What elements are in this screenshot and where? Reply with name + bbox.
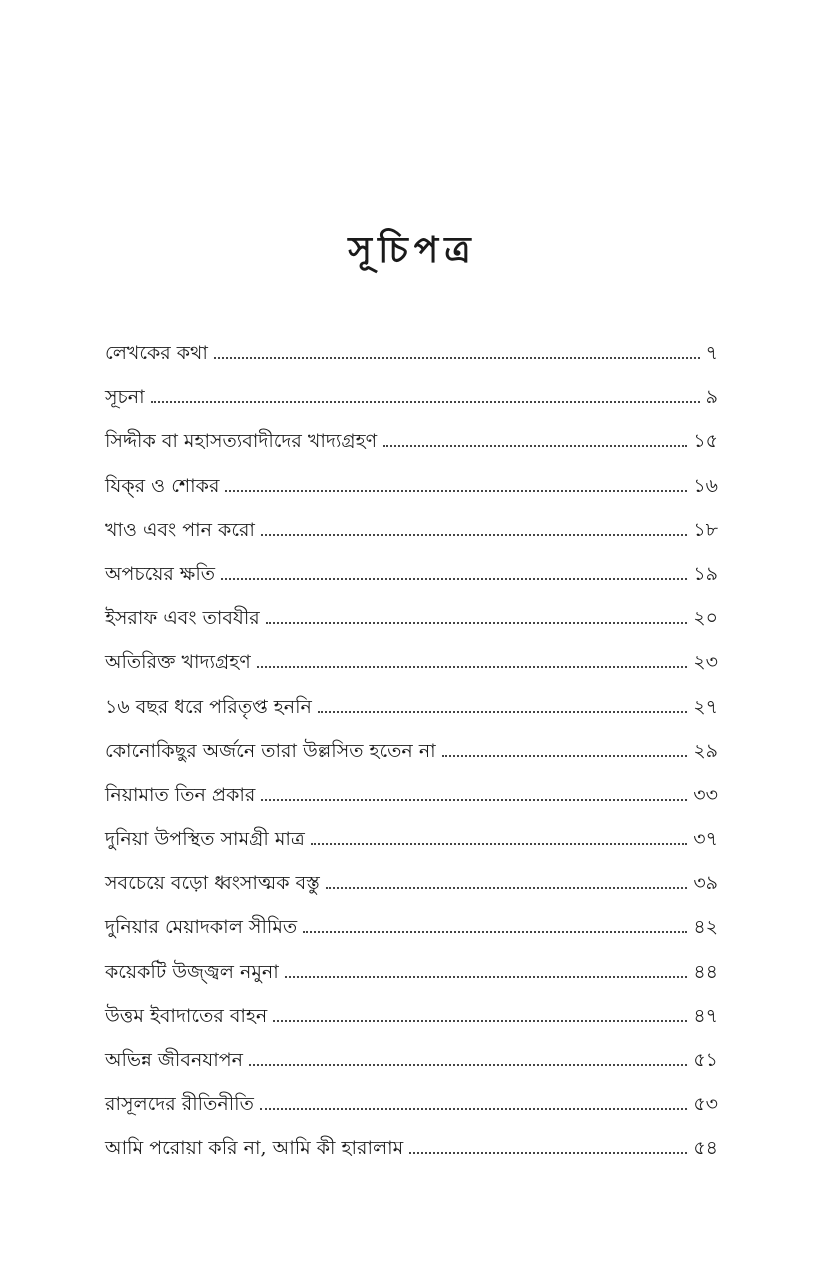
toc-entry (105, 512, 718, 556)
dot-leader (273, 1020, 687, 1022)
toc-entry (105, 865, 718, 909)
dot-leader (261, 799, 687, 801)
dot-leader (249, 1064, 687, 1066)
toc-entry-page-number: ১৬ (693, 474, 718, 497)
toc-entry-page-number: ৭ (705, 342, 718, 364)
toc-entry-label: সিদ্দীক বা মহাসত্যবাদীদের খাদ্যগ্রহণ (105, 430, 378, 453)
dot-leader (151, 401, 700, 403)
dot-leader (311, 843, 687, 845)
dot-leader (383, 445, 687, 447)
toc-entry-label: লেখকের কথা (105, 342, 208, 364)
toc-entry-label: খাও এবং পান করো (105, 518, 255, 541)
toc-entry (105, 954, 718, 998)
toc-entry (105, 733, 718, 777)
toc-entry-label: রাসূলদের রীতিনীতি (105, 1093, 254, 1116)
toc-entry (105, 644, 718, 688)
toc-entry-page-number: ৫১ (693, 1049, 718, 1071)
dot-leader (409, 1152, 687, 1154)
toc-entry (105, 556, 718, 600)
dot-leader (442, 755, 688, 757)
toc-entry-label: অতিরিক্ত খাদ্যগ্রহণ (105, 651, 251, 674)
toc-entry (105, 335, 718, 379)
dot-leader (303, 931, 687, 933)
toc-entry (105, 998, 718, 1042)
dot-leader (261, 534, 687, 536)
toc-entry-page-number: ৩৯ (693, 872, 718, 895)
dot-leader (225, 490, 687, 492)
toc-entry-page-number: ১৯ (693, 562, 718, 585)
dot-leader (326, 887, 687, 889)
dot-leader (285, 976, 688, 978)
toc-entry-label: কোনোকিছুর অর্জনে তারা উল্লসিত হতেন না (105, 739, 436, 762)
toc-entry (105, 379, 718, 423)
toc-entry-label: অপচয়ের ক্ষতি (105, 562, 216, 585)
toc-entry-page-number: ২০ (693, 607, 718, 630)
dot-leader (257, 666, 688, 668)
toc-entry-page-number: ১৫ (693, 430, 718, 453)
toc-entry-label: ইসরাফ এবং তাবযীর (105, 607, 260, 630)
toc-entry-label: নিয়ামাত তিন প্রকার (105, 783, 256, 806)
toc-entry (105, 777, 718, 821)
toc-entry-label: আমি পরোয়া করি না, আমি কী হারালাম (105, 1137, 404, 1160)
page-title: সূচিপত্র (348, 229, 477, 271)
toc-entry (105, 1086, 718, 1130)
dot-leader (318, 711, 687, 713)
toc-entry (105, 468, 718, 512)
toc-entry-label: অভিন্ন জীবনযাপন (105, 1049, 243, 1071)
toc-entry-page-number: ৯ (705, 386, 718, 409)
toc-entry-label: কয়েকটি উজ্জ্বল নমুনা (105, 960, 279, 983)
toc-entry (105, 600, 718, 644)
toc-entry (105, 821, 718, 865)
toc-entry-label: উত্তম ইবাদাতের বাহন (105, 1004, 268, 1027)
toc-entry-page-number: ২৩ (693, 651, 718, 674)
toc-entry-page-number: ৫৪ (693, 1137, 718, 1160)
toc-entry-page-number: ২৯ (693, 739, 718, 762)
toc-entry-label: ১৬ বছর ধরে পরিতৃপ্ত হননি (105, 695, 312, 718)
toc-entry-page-number: ৩৩ (693, 783, 718, 806)
table-of-contents (105, 335, 718, 1175)
toc-entry (105, 909, 718, 953)
dot-leader (214, 357, 700, 359)
toc-entry (105, 689, 718, 733)
toc-entry (105, 1130, 718, 1174)
toc-entry-page-number: ৩৭ (693, 828, 718, 851)
toc-entry-label: সবচেয়ে বড়ো ধ্বংসাত্মক বস্তু (105, 872, 320, 895)
toc-entry-page-number: ১৮ (693, 518, 718, 541)
dot-leader (266, 622, 688, 624)
toc-entry-page-number: ৪২ (693, 916, 718, 939)
toc-entry-page-number: ৪৭ (693, 1004, 718, 1027)
dot-leader (260, 1108, 687, 1110)
toc-entry-label: সূচনা (105, 386, 145, 409)
toc-entry (105, 423, 718, 467)
dot-leader (221, 578, 687, 580)
toc-entry-page-number: ২৭ (693, 695, 718, 718)
toc-entry-page-number: ৫৩ (693, 1093, 718, 1116)
toc-entry-page-number: ৪৪ (693, 960, 718, 983)
toc-entry (105, 1042, 718, 1086)
toc-entry-label: দুনিয়া উপস্থিত সামগ্রী মাত্র (105, 828, 305, 851)
toc-entry-label: দুনিয়ার মেয়াদকাল সীমিত (105, 916, 298, 939)
toc-entry-label: যিক্‌র ও শোকর (105, 474, 220, 497)
